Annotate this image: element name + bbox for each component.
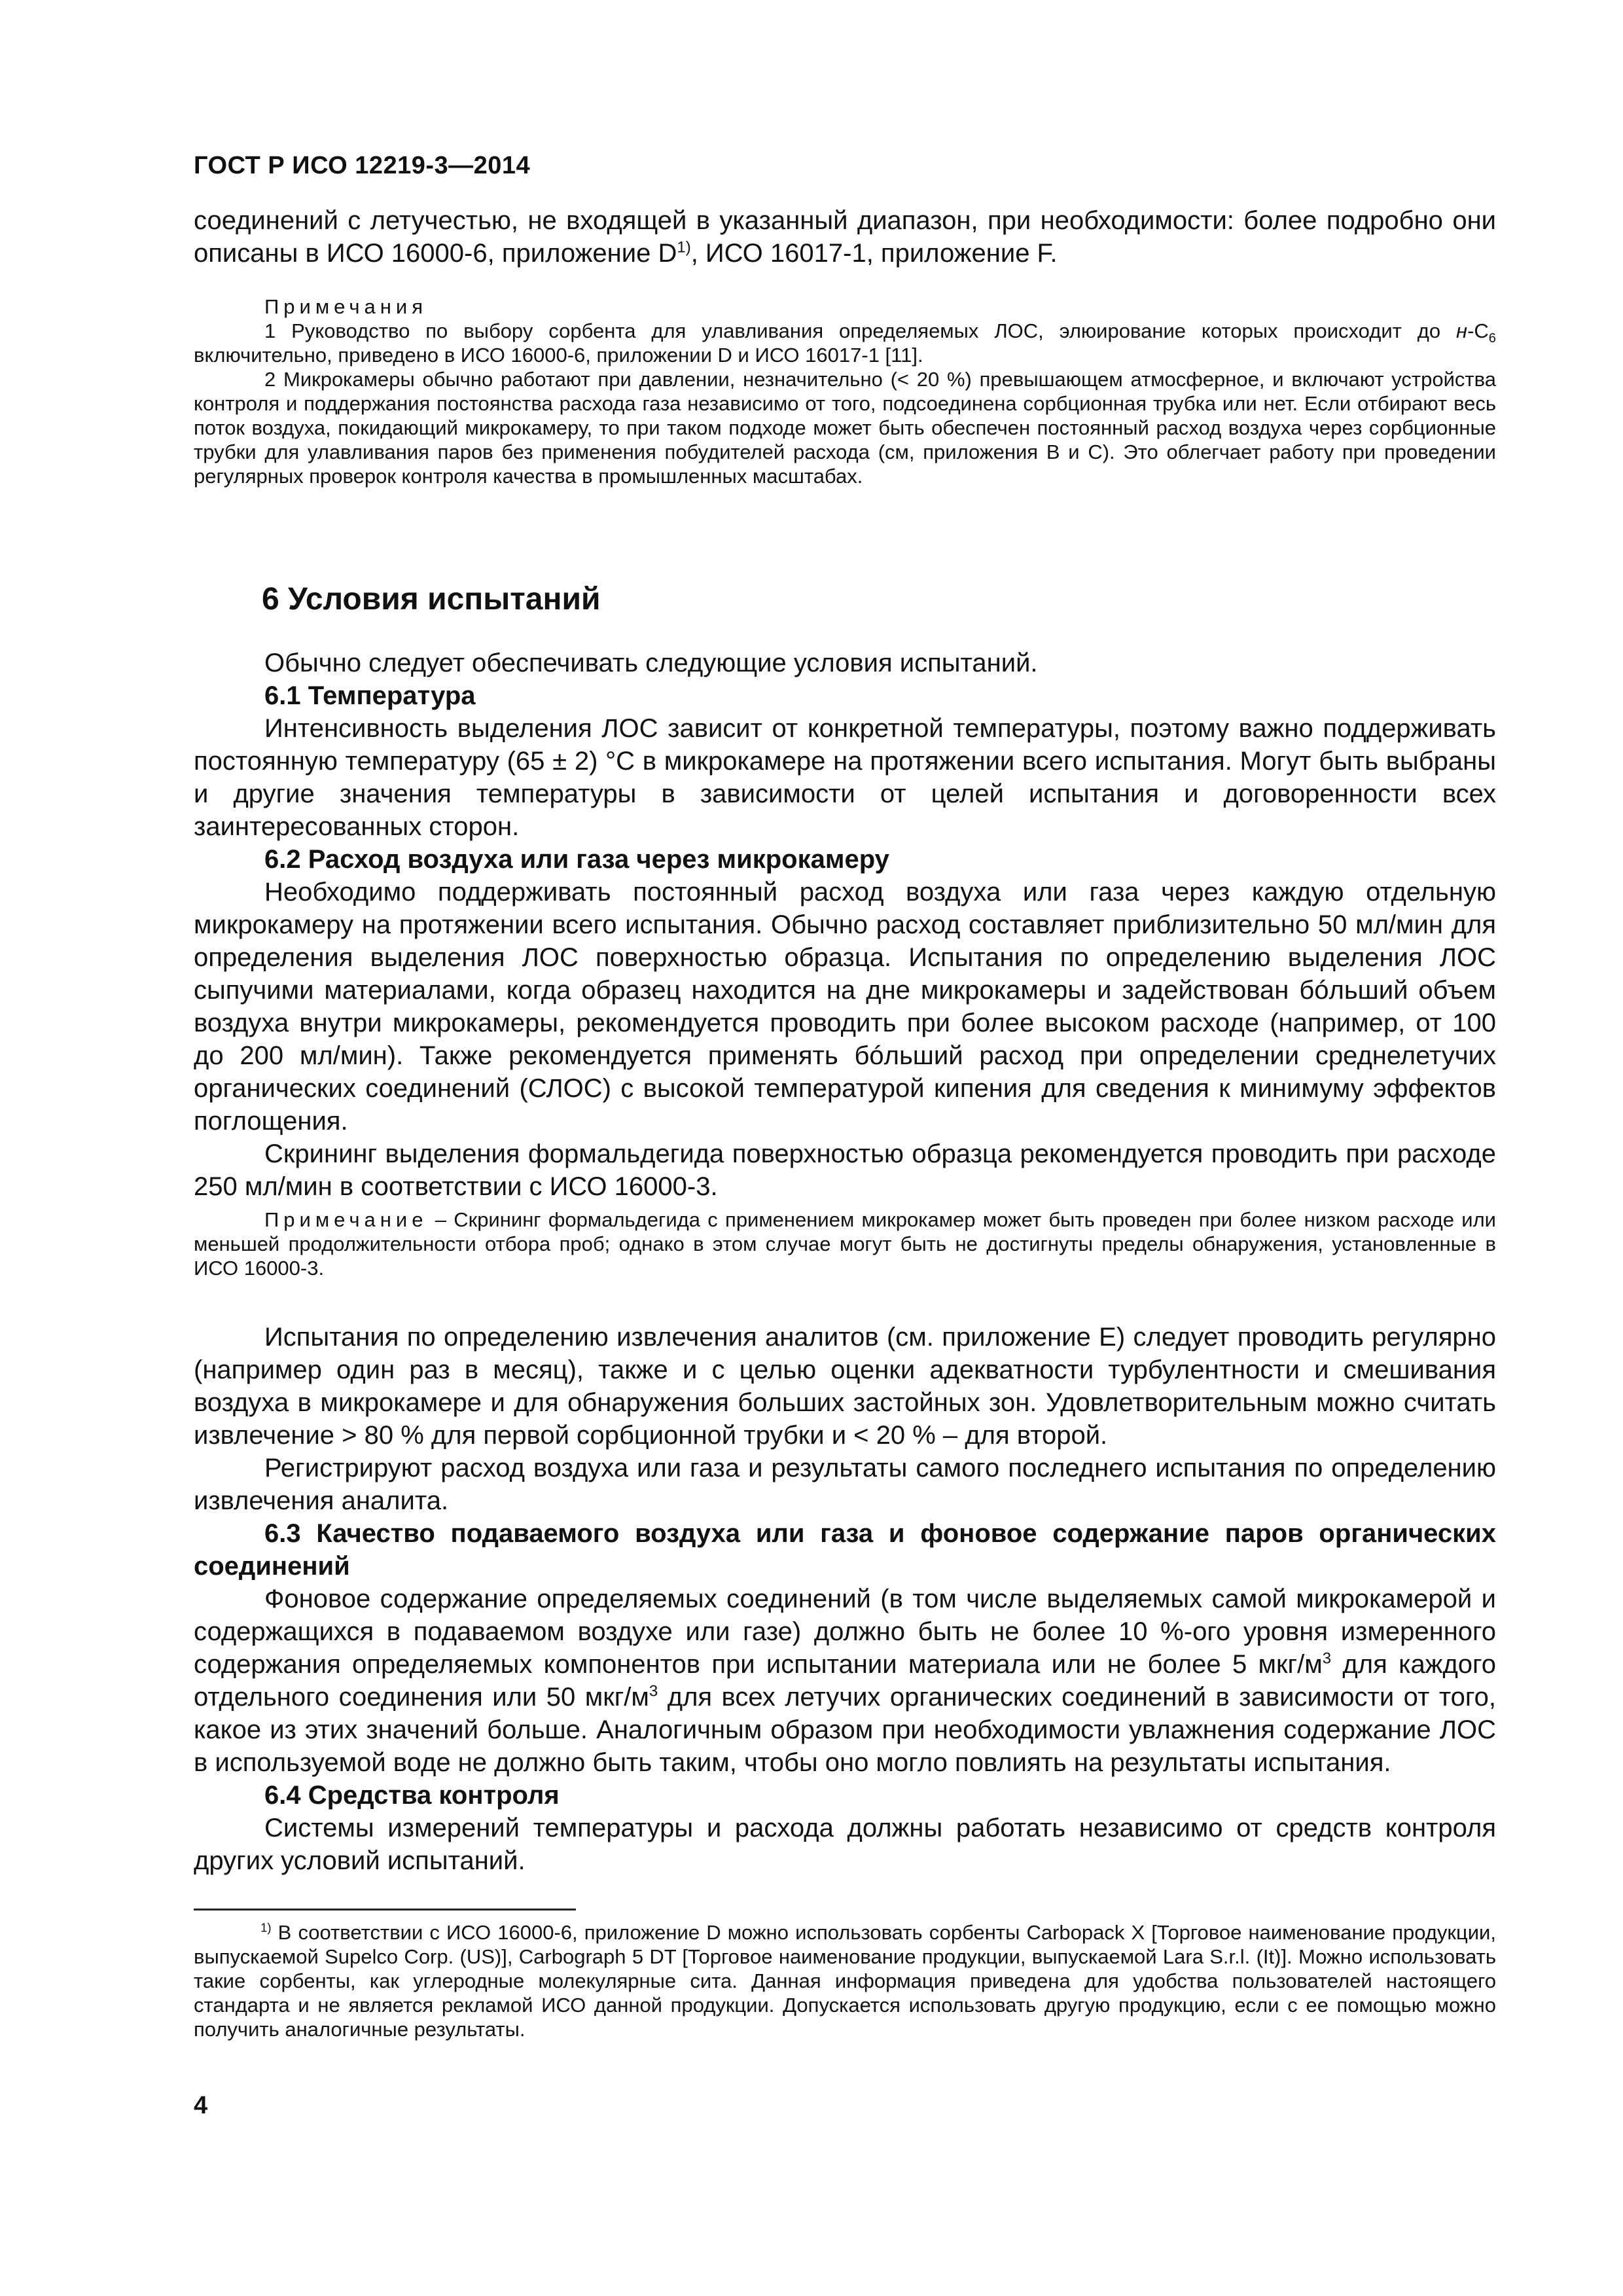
subsection-6-2-paragraph-2: Скрининг выделения формальдегида поверхностью образца рекомендуется проводить при расходе 250 мл/мин в соответствии с ИСО 16000-3. <box>194 1139 1496 1201</box>
notes-label: Примечания <box>264 295 427 318</box>
notes-block <box>194 295 1496 488</box>
note-2: 2 Микрокамеры обычно работают при давлении, незначительно (< 20 %) превышающем атмосферное, и включают устройства контроля и поддержания постоянства расхода газа независимо от того, подсоединена сорбционная трубка или нет. Если отбирают весь поток воздуха, покидающий микрокамеру, то при таком подходе может быть обеспечен постоянный расход воздуха через сорбционные трубки для улавливания паров без применения побудителей расхода (см, приложения В и С). Это облегчает работу при проведении регулярных проверок контроля качества в промышленных масштабах. <box>194 368 1496 488</box>
subsection-6-2-paragraph-4: Регистрируют расход воздуха или газа и результаты самого последнего испытания по определению извлечения аналита. <box>194 1454 1496 1515</box>
standard-header: ГОСТ Р ИСО 12219-3—2014 <box>194 152 531 179</box>
intro-paragraph: соединений с летучестью, не входящей в указанный диапазон, при необходимости: более подробно они описаны в ИСО 16000-6, приложение $D^{1)}$, ИСО 16017-1, приложение F. <box>194 206 1496 268</box>
section-6-body-continued <box>194 1321 1496 1877</box>
footnote-ref[interactable]: 1) <box>677 238 691 257</box>
subsection-6-2-paragraph-1: Необходимо поддерживать постоянный расход воздуха или газа через каждую отдельную микрокамеру на протяжении всего испытания. Обычно расход составляет приблизительно 50 мл/мин для определения выделения ЛОС поверхностью образца. Испытания по определению выделения ЛОС сыпучими материалами, когда образец находится на дне микрокамеры и задействован бóльший объем воздуха внутри микрокамеры, рекомендуется проводить при более высоком расходе (например, от 100 до 200 мл/мин). Также рекомендуется применять бóльший расход при определении среднелетучих органических соединений (СЛОС) с высокой температурой кипения для сведения к минимуму эффектов поглощения. <box>194 878 1496 1136</box>
note-formaldehyde: Примечание – Скрининг формальдегида с применением микрокамер может быть проведен при более низком расходе или меньшей продолжительности отбора проб; однако в этом случае могут быть не достигнуты пределы обнаружения, установленные в ИСО 16000-3. <box>194 1208 1496 1280</box>
subsection-6-2-paragraph-3: Испытания по определению извлечения аналитов (см. приложение Е) следует проводить регулярно (например один раз в месяц), также и с целью оценки адекватности турбулентности и смешивания воздуха в микрокамере и для обнаружения больших застойных зон. Удовлетворительным можно считать извлечение > 80 % для первой сорбционной трубки и < 20 % – для второй. <box>194 1323 1496 1450</box>
note-1: 1 Руководство по выбору сорбента для улавливания определяемых ЛОС, элюирование которых происходит до $н-C_6$ включительно, приведено в ИСО 16000-6, приложении D и ИСО 16017-1 [11]. <box>194 319 1496 367</box>
footnote-1: $^{1)}$ В соответствии с ИСО 16000-6, приложение D можно использовать сорбенты Carbopack X [Торговое наименование продукции, выпускаемой Supelco Corp. (US)], Carbograph 5 DT [Торговое наименование продукции, выпускаемой Lara S.r.l. (It)]. Можно использовать такие сорбенты, как углеродные молекулярные сита. Данная информация приведена для удобства пользователей настоящего стандарта и не является рекламой ИСО данной продукции. Допускается использовать другую продукцию, если с ее помощью можно получить аналогичные результаты. <box>194 1920 1496 2041</box>
section-6-intro: Обычно следует обеспечивать следующие условия испытаний. <box>264 649 1038 677</box>
subsection-6-4-text: Системы измерений температуры и расхода должны работать независимо от средств контроля других условий испытаний. <box>194 1814 1496 1875</box>
intro-paragraph-block <box>194 204 1496 270</box>
section-6-body <box>194 647 1496 1203</box>
subsection-6-3-text: Фоновое содержание определяемых соединений (в том числе выделяемых самой микрокамерой и содержащихся в подаваемом воздухе или газе) должно быть не более 10 %-ого уровня измеренного содержания определяемых компонентов при испытании материала или не более 5 мкг/$м^3$ для каждого отдельного соединения или 50 мкг/$м^3$ для всех летучих органических соединений в зависимости от того, какое из этих значений больше. Аналогичным образом при необходимости увлажнения содержание ЛОС в используемой воде не должно быть таким, чтобы оно могло повлиять на результаты испытания. <box>194 1585 1497 1777</box>
footnote-divider <box>194 1909 576 1910</box>
section-6-title: 6 Условия испытаний <box>262 582 601 617</box>
subsection-6-1-title: 6.1 Температура <box>264 681 476 710</box>
subsection-6-4-title: 6.4 Средства контроля <box>264 1781 560 1810</box>
subsection-6-1-text: Интенсивность выделения ЛОС зависит от конкретной температуры, поэтому важно поддерживать постоянную температуру (65 ± 2) °С в микрокамере на протяжении всего испытания. Могут быть выбраны и другие значения температуры в зависимости от целей испытания и договоренности всех заинтересованных сторон. <box>194 714 1496 841</box>
subsection-6-3-title: 6.3 Качество подаваемого воздуха или газа и фоновое содержание паров органических соединений <box>194 1519 1496 1581</box>
page-number: 4 <box>194 2092 208 2119</box>
footnote-block <box>194 1920 1496 2041</box>
note-single-block <box>194 1208 1496 1280</box>
subsection-6-2-title: 6.2 Расход воздуха или газа через микрокамеру <box>264 845 889 874</box>
